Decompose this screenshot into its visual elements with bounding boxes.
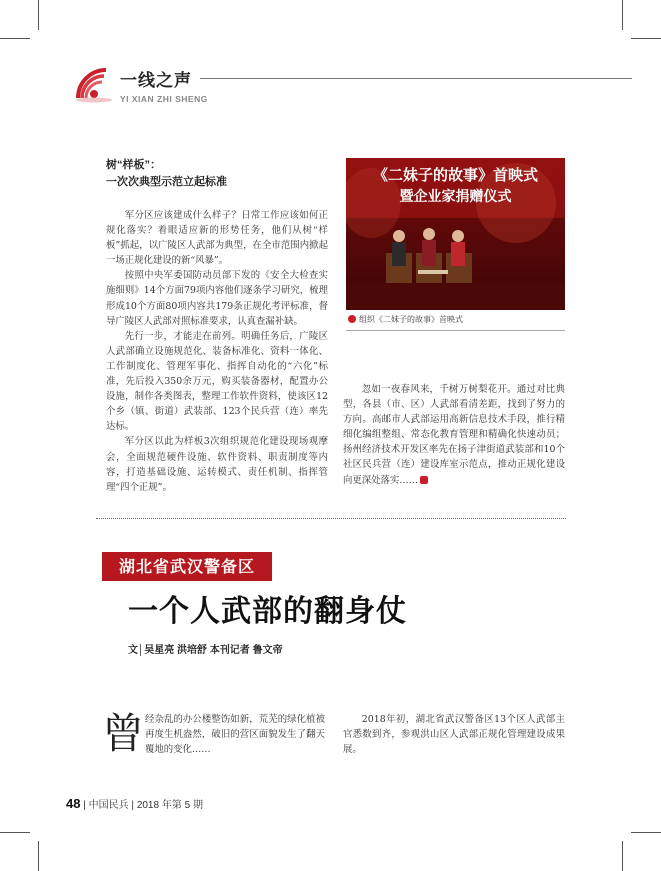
crop-mark <box>0 832 30 833</box>
paragraph: 按照中央军委国防动员部下发的《安全大检查实施细则》14个方面79项内容他们逐条学习研究，梳理形成10个方面80项内容共179条正规化考评标准，督导广陵区人武部对照标准要求，认真查漏补缺。 <box>106 270 328 327</box>
end-mark-icon <box>420 476 428 484</box>
issue-label: 2018 年第 5 期 <box>136 800 203 811</box>
section-subtitle: YI XIAN ZHI SHENG <box>120 94 208 104</box>
footer-separator: | <box>83 800 86 811</box>
paragraph: 军分区应该建成什么样子？日常工作应该如何正规化落实？着眼适应新的形势任务，他们从树“样板”抓起，以广陵区人武部为典型，在全市范围内掀起一场正规化建设的新“风暴”。 <box>106 210 328 267</box>
crop-mark <box>631 38 661 39</box>
byline: 文│吴星亮 洪培舒 本刊记者 鲁文帝 <box>128 645 283 656</box>
crop-mark <box>38 0 39 30</box>
section-title: 一线之声 <box>120 71 192 90</box>
crop-mark <box>631 832 661 833</box>
header-rule <box>200 78 632 79</box>
subheading-line-2: 一次次典型示范立起标准 <box>106 176 227 188</box>
crop-mark <box>0 38 30 39</box>
article-title: 一个人武部的翻身仗 <box>128 594 407 629</box>
paragraph: 先行一步，才能走在前列。明确任务后，广陵区人武部确立设施规范化、装备标准化、资料一体化、工作制度化、管理军事化、指挥自动化的“六化”标准，先后投入350余万元，购买装备器材，配置办公设施，制作各类图表，整理工作软件资料，使该区12个乡（镇、街道）武装部、123个民兵营（连）率先达标。 <box>106 330 328 433</box>
article1-column-1 <box>106 208 328 495</box>
banner-line-1: 《二妹子的故事》首映式 <box>372 166 538 184</box>
paragraph-text: 忽如一夜春风来，千树万树梨花开。通过对比典型，各县（市、区）人武部看清差距，找到了努力的方向。高邮市人武部运用高新信息技术手段，推行精细化编组整组、常态化教育管理和精确化快速动员；扬州经济技术开发区率先在扬子津街道武装部和10个社区民兵营（连）建设库室示范点，推动正规化建设向更深处落实…… <box>343 384 565 486</box>
caption-rule <box>346 330 565 331</box>
subheading-line-1: 树“样板”： <box>106 159 161 171</box>
signal-logo-icon <box>72 64 116 104</box>
section-divider <box>96 518 566 519</box>
region-tag: 湖北省武汉警备区 <box>102 552 272 581</box>
paragraph <box>343 382 565 488</box>
crop-mark <box>622 0 623 30</box>
article1-subheading <box>106 157 336 191</box>
page-number: 48 <box>66 796 81 811</box>
caption-bullet-icon <box>348 315 356 323</box>
article2-column-2 <box>343 712 565 757</box>
footer-separator: | <box>131 800 135 811</box>
article1-column-2 <box>343 382 565 488</box>
paragraph: 2018年初，湖北省武汉警备区13个区人武部主官悉数到齐，参观洪山区人武部正规化管理建设成果展。 <box>343 714 565 756</box>
banner-line-2: 暨企业家捐赠仪式 <box>399 189 512 205</box>
caption-text: 组织《二妹子的故事》首映式 <box>359 315 463 324</box>
magazine-name: 中国民兵 <box>88 800 129 811</box>
drop-cap: 曾 <box>102 709 145 758</box>
event-photo <box>346 158 565 310</box>
crop-mark <box>38 841 39 871</box>
photo-caption <box>348 314 463 325</box>
crop-mark <box>622 841 623 871</box>
paragraph: 军分区以此为样板3次组织规范化建设现场观摩会，全面规范硬件设施、软件资料、职责制度等内容，打造基础设施、运转模式、责任机制、指挥管理“四个正规”。 <box>106 436 328 493</box>
article2-intro: 经杂乱的办公楼整饬如新，荒芜的绿化植被再度生机盎然，破旧的营区面貌发生了翻天覆地的变化…… <box>145 714 325 756</box>
page-footer <box>66 796 203 811</box>
